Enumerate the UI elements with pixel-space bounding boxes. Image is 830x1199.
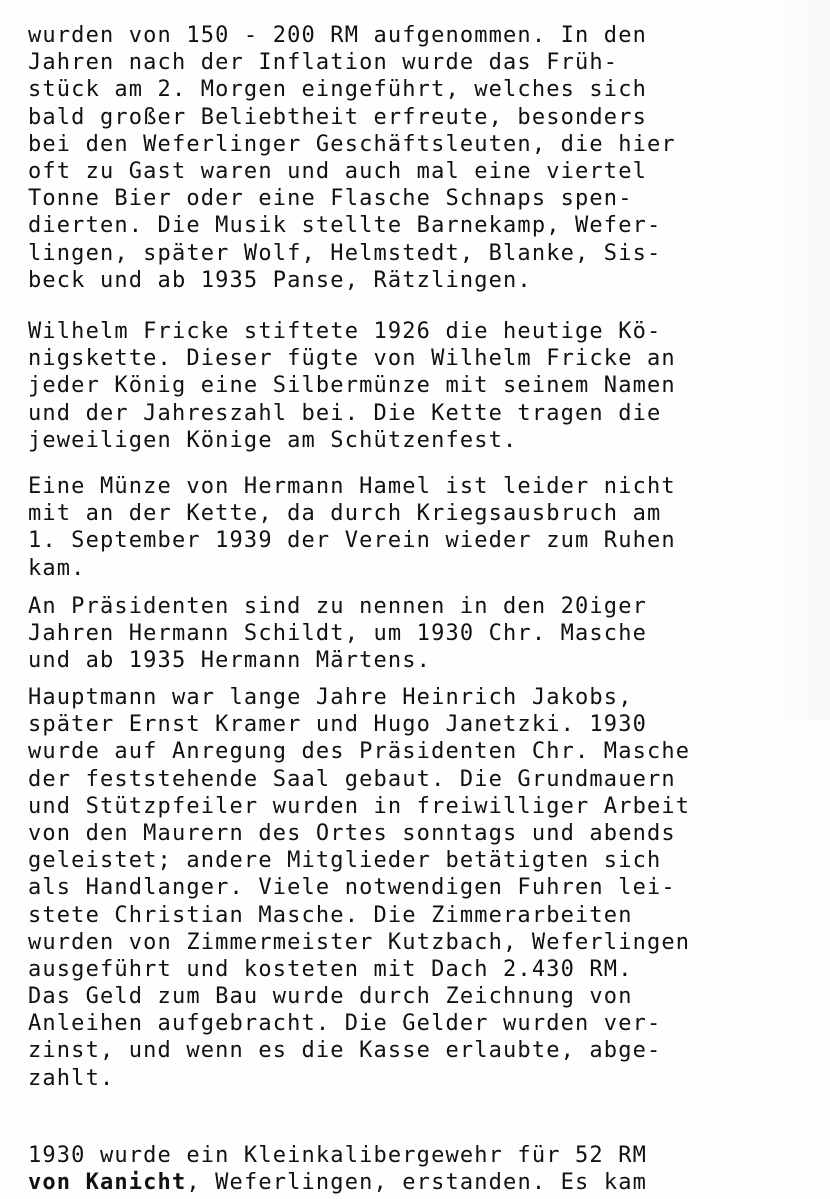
text-line: der feststehende Saal gebaut. Die Grundmauern [28,766,676,792]
text-line: Das Geld zum Bau wurde durch Zeichnung von [28,984,633,1010]
text-line: jeweiligen Könige am Schützenfest. [28,427,518,453]
text-fragment: , Weferlingen, erstanden. Es kam [186,1170,648,1196]
text-line: geleistet; andere Mitglieder betätigten sich [28,848,662,874]
paragraph-praesidenten [28,593,647,675]
text-line: Jahren nach der Inflation wurde das Früh- [28,50,619,76]
text-line: später Ernst Kramer und Hugo Janetzki. 1930 [28,712,647,738]
text-line: dierten. Die Musik stellte Barnekamp, Wefer- [28,213,662,239]
text-line: Tonne Bier oder eine Flasche Schnaps spen- [28,186,633,212]
text-line: bei den Weferlinger Geschäftsleuten, die hier [28,131,676,157]
text-line: von den Maurern des Ortes sonntags und abends [28,820,676,846]
text-line: beck und ab 1935 Panse, Rätzlingen. [28,267,532,293]
text-line: mit an der Kette, da durch Kriegsausbruch am [28,501,662,527]
handwritten-overstrike-text: von Kanicht [28,1170,187,1196]
text-line: 1. September 1939 der Verein wieder zum Ruhen [28,528,676,554]
text-line: Wilhelm Fricke stiftete 1926 die heutige Kö- [28,319,662,344]
text-line: Jahren Hermann Schildt, um 1930 Chr. Masche [28,621,647,647]
text-line: lingen, später Wolf, Helmstedt, Blanke, Sis- [28,240,662,266]
text-line: als Handlanger. Viele notwendigen Fuhren lei- [28,875,676,901]
paragraph-muenze [28,473,676,582]
text-line: und ab 1935 Hermann Märtens. [28,648,432,674]
text-line: bald großer Beliebtheit erfreute, besonders [28,104,647,130]
paragraph-saalbau [28,684,690,1092]
text-line: kam. [28,555,86,581]
text-line-mixed [28,1169,647,1196]
text-line: jeder König eine Silbermünze mit seinem Namen [28,373,676,399]
paragraph-fruehstueck [28,22,676,294]
text-line: oft zu Gast waren und auch mal eine viertel [28,158,647,184]
text-line: zahlt. [28,1065,115,1091]
page-edge-shadow [770,0,830,720]
text-line: stete Christian Masche. Die Zimmerarbeiten [28,902,633,928]
text-line: wurden von 150 - 200 RM aufgenommen. In den [28,23,647,48]
paragraph-koenigskette [28,318,676,454]
text-line: wurde auf Anregung des Präsidenten Chr. Masche [28,739,691,765]
text-line: Anleihen aufgebracht. Die Gelder wurden ver- [28,1011,662,1037]
text-line: und Stützpfeiler wurden in freiwilliger Arbeit [28,793,691,819]
text-line: stück am 2. Morgen eingeführt, welches sich [28,77,647,103]
paragraph-kleinkalibergewehr [28,1142,647,1196]
text-line: Hauptmann war lange Jahre Heinrich Jakobs, [28,685,633,710]
text-line: wurden von Zimmermeister Kutzbach, Weferlingen [28,929,691,955]
text-line: 1930 wurde ein Kleinkalibergewehr für 52 RM [28,1143,647,1168]
text-line: Eine Münze von Hermann Hamel ist leider nicht [28,474,676,499]
text-line: ausgeführt und kosteten mit Dach 2.430 RM. [28,956,633,982]
text-line: nigskette. Dieser fügte von Wilhelm Fricke an [28,346,676,372]
text-line: An Präsidenten sind zu nennen in den 20iger [28,594,647,619]
text-line: zinst, und wenn es die Kasse erlaubte, abge- [28,1038,662,1064]
text-line: und der Jahreszahl bei. Die Kette tragen die [28,400,662,426]
